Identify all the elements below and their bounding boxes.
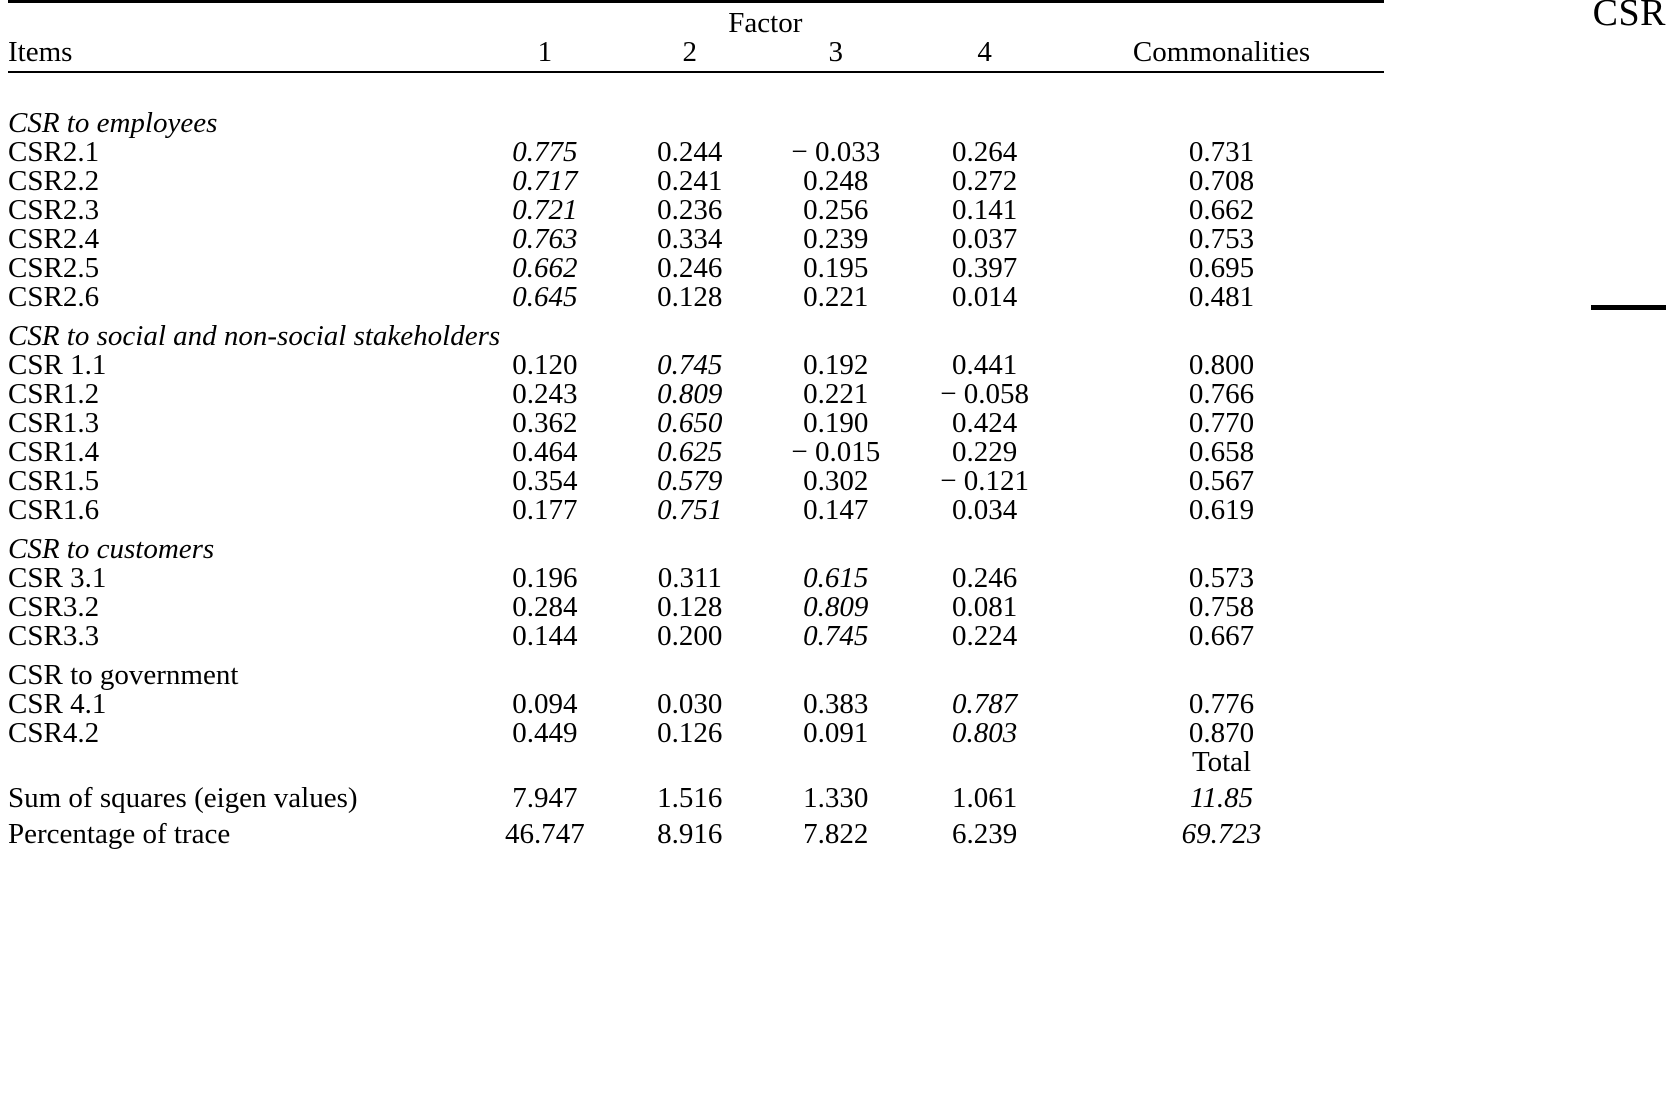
cell-factor-3: 0.221 [803, 378, 869, 410]
column-header-items: Items [8, 36, 73, 68]
cell-factor-2: 0.625 [657, 436, 723, 468]
cell-factor-3: − 0.015 [791, 436, 881, 468]
cell-factor-1: 0.662 [512, 252, 578, 284]
cell-factor-3: 0.190 [803, 407, 869, 439]
cell-factor-2: 0.030 [657, 688, 723, 720]
cell-factor-3: 0.615 [803, 562, 869, 594]
column-header-factor-3: 3 [828, 36, 844, 68]
row-item-label: CSR1.2 [8, 378, 100, 410]
cell-factor-4: 0.264 [952, 136, 1018, 168]
cell-factor-2: 0.579 [657, 465, 723, 497]
summary-factor-1: 46.747 [505, 818, 585, 850]
cell-commonality: 0.800 [1188, 349, 1255, 381]
cell-factor-1: 0.094 [512, 688, 578, 720]
table-group-heading [8, 651, 1384, 690]
cell-factor-2: 0.126 [657, 717, 723, 749]
row-item-label: CSR 4.1 [8, 688, 107, 720]
cell-factor-2: 0.809 [657, 378, 723, 410]
cell-factor-2: 0.334 [657, 223, 723, 255]
cell-commonality: 0.481 [1188, 281, 1255, 313]
cell-commonality: 0.708 [1188, 165, 1255, 197]
cell-factor-2: 0.241 [657, 165, 723, 197]
table-group-heading [8, 99, 1384, 138]
table-group-heading [8, 525, 1384, 564]
group-title: CSR to government [8, 659, 239, 691]
table-summary-row [8, 813, 1384, 849]
cell-factor-3: 0.239 [803, 223, 869, 255]
cell-factor-3: 0.248 [803, 165, 869, 197]
cell-factor-1: 0.763 [512, 223, 578, 255]
row-item-label: CSR 3.1 [8, 562, 107, 594]
running-head: CSR [1592, 0, 1666, 34]
row-item-label: CSR 1.1 [8, 349, 107, 381]
cell-factor-4: 0.014 [952, 281, 1018, 313]
cell-factor-1: 0.284 [512, 591, 578, 623]
cell-commonality: 0.870 [1188, 717, 1255, 749]
table-header-factor-row [8, 9, 1384, 38]
cell-factor-1: 0.362 [512, 407, 578, 439]
cell-factor-3: 0.221 [803, 281, 869, 313]
summary-factor-4: 6.239 [952, 818, 1018, 850]
factor-analysis-table [8, 0, 1384, 849]
row-item-label: CSR4.2 [8, 717, 100, 749]
cell-factor-1: 0.645 [512, 281, 578, 313]
cell-factor-2: 0.128 [657, 591, 723, 623]
summary-factor-3: 1.330 [803, 782, 869, 814]
cell-factor-3: 0.195 [803, 252, 869, 284]
table [8, 0, 1384, 849]
row-item-label: CSR1.3 [8, 407, 100, 439]
row-item-label: CSR2.4 [8, 223, 100, 255]
cell-factor-2: 0.751 [657, 494, 723, 526]
row-item-label: CSR1.4 [8, 436, 100, 468]
total-label: Total [1191, 746, 1252, 778]
cell-factor-4: − 0.058 [940, 378, 1030, 410]
summary-total: 69.723 [1181, 818, 1262, 850]
cell-factor-1: 0.449 [512, 717, 578, 749]
table-row [8, 564, 1384, 593]
table-row [8, 138, 1384, 167]
cell-factor-4: 0.424 [952, 407, 1018, 439]
table-header-spacer [8, 72, 1384, 99]
cell-factor-4: 0.803 [952, 717, 1018, 749]
cell-factor-1: 0.243 [512, 378, 578, 410]
group-title: CSR to customers [8, 533, 215, 565]
cell-factor-1: 0.120 [512, 349, 578, 381]
cell-factor-1: 0.721 [512, 194, 578, 226]
table-row [8, 283, 1384, 312]
cell-factor-2: 0.244 [657, 136, 723, 168]
cell-factor-2: 0.650 [657, 407, 723, 439]
cell-factor-3: 0.192 [803, 349, 869, 381]
table-row [8, 719, 1384, 748]
column-header-factor-1: 1 [537, 36, 553, 68]
cell-factor-4: 0.441 [952, 349, 1018, 381]
cell-factor-3: − 0.033 [791, 136, 881, 168]
cell-factor-1: 0.144 [512, 620, 578, 652]
cell-factor-3: 0.809 [803, 591, 869, 623]
table-top-rule [8, 2, 1384, 10]
cell-factor-4: 0.081 [952, 591, 1018, 623]
cell-commonality: 0.573 [1188, 562, 1255, 594]
cell-commonality: 0.776 [1188, 688, 1255, 720]
cell-commonality: 0.658 [1188, 436, 1255, 468]
cell-commonality: 0.567 [1188, 465, 1255, 497]
summary-factor-2: 8.916 [657, 818, 723, 850]
cell-factor-4: 0.037 [952, 223, 1018, 255]
cell-commonality: 0.766 [1188, 378, 1255, 410]
row-item-label: CSR3.2 [8, 591, 100, 623]
cell-factor-2: 0.311 [657, 562, 722, 594]
cell-commonality: 0.758 [1188, 591, 1255, 623]
table-row [8, 438, 1384, 467]
table-group-heading [8, 312, 1384, 351]
cell-factor-3: 0.745 [803, 620, 869, 652]
table-row [8, 380, 1384, 409]
table-summary-row [8, 777, 1384, 813]
table-row [8, 409, 1384, 438]
table-row [8, 351, 1384, 380]
row-item-label: CSR2.1 [8, 136, 100, 168]
cell-factor-3: 0.091 [803, 717, 869, 749]
summary-factor-3: 7.822 [803, 818, 869, 850]
row-item-label: CSR1.5 [8, 465, 100, 497]
row-item-label: CSR2.3 [8, 194, 100, 226]
table-row [8, 690, 1384, 719]
table-row [8, 496, 1384, 525]
margin-rule [1591, 305, 1666, 310]
summary-factor-1: 7.947 [512, 782, 578, 814]
table-body [8, 99, 1384, 849]
cell-factor-4: 0.141 [952, 194, 1018, 226]
group-title: CSR to social and non-social stakeholders [8, 320, 501, 352]
table-row [8, 467, 1384, 496]
row-item-label: CSR2.2 [8, 165, 100, 197]
cell-factor-1: 0.177 [512, 494, 578, 526]
row-item-label: CSR2.5 [8, 252, 100, 284]
cell-factor-1: 0.717 [512, 165, 578, 197]
cell-factor-2: 0.200 [657, 620, 723, 652]
cell-factor-1: 0.354 [512, 465, 578, 497]
table-row [8, 167, 1384, 196]
summary-total: 11.85 [1189, 782, 1254, 814]
cell-commonality: 0.662 [1188, 194, 1255, 226]
column-header-commonalities: Commonalities [1132, 36, 1311, 68]
table-row [8, 593, 1384, 622]
cell-commonality: 0.753 [1188, 223, 1255, 255]
cell-factor-3: 0.383 [803, 688, 869, 720]
cell-factor-1: 0.196 [512, 562, 578, 594]
cell-factor-4: 0.246 [952, 562, 1018, 594]
cell-factor-1: 0.775 [512, 136, 578, 168]
cell-factor-4: 0.397 [952, 252, 1018, 284]
cell-commonality: 0.667 [1188, 620, 1255, 652]
cell-factor-2: 0.236 [657, 194, 723, 226]
table-row [8, 254, 1384, 283]
summary-factor-4: 1.061 [952, 782, 1018, 814]
cell-commonality: 0.695 [1188, 252, 1255, 284]
cell-factor-1: 0.464 [512, 436, 578, 468]
table-header-row [8, 38, 1384, 67]
cell-factor-4: 0.224 [952, 620, 1018, 652]
table-row [8, 225, 1384, 254]
cell-factor-4: 0.787 [952, 688, 1018, 720]
cell-factor-3: 0.302 [803, 465, 869, 497]
row-item-label: CSR2.6 [8, 281, 100, 313]
summary-label: Percentage of trace [8, 818, 231, 850]
column-header-factor-2: 2 [682, 36, 698, 68]
row-item-label: CSR1.6 [8, 494, 100, 526]
factor-span-label: Factor [728, 7, 803, 39]
group-title: CSR to employees [8, 107, 218, 139]
table-row [8, 622, 1384, 651]
cell-factor-2: 0.128 [657, 281, 723, 313]
cell-factor-4: 0.272 [952, 165, 1018, 197]
cell-factor-4: 0.229 [952, 436, 1018, 468]
summary-factor-2: 1.516 [657, 782, 723, 814]
cell-factor-3: 0.147 [803, 494, 869, 526]
row-item-label: CSR3.3 [8, 620, 100, 652]
table-row [8, 196, 1384, 225]
cell-factor-2: 0.246 [657, 252, 723, 284]
cell-factor-2: 0.745 [657, 349, 723, 381]
cell-commonality: 0.770 [1188, 407, 1255, 439]
cell-factor-3: 0.256 [803, 194, 869, 226]
cell-commonality: 0.619 [1188, 494, 1255, 526]
column-header-factor-4: 4 [977, 36, 992, 68]
cell-factor-4: 0.034 [952, 494, 1018, 526]
cell-commonality: 0.731 [1188, 136, 1255, 168]
spacer-cell [8, 748, 1059, 777]
cell-factor-4: − 0.121 [940, 465, 1030, 497]
total-label-row [8, 748, 1384, 777]
summary-label: Sum of squares (eigen values) [8, 782, 358, 814]
